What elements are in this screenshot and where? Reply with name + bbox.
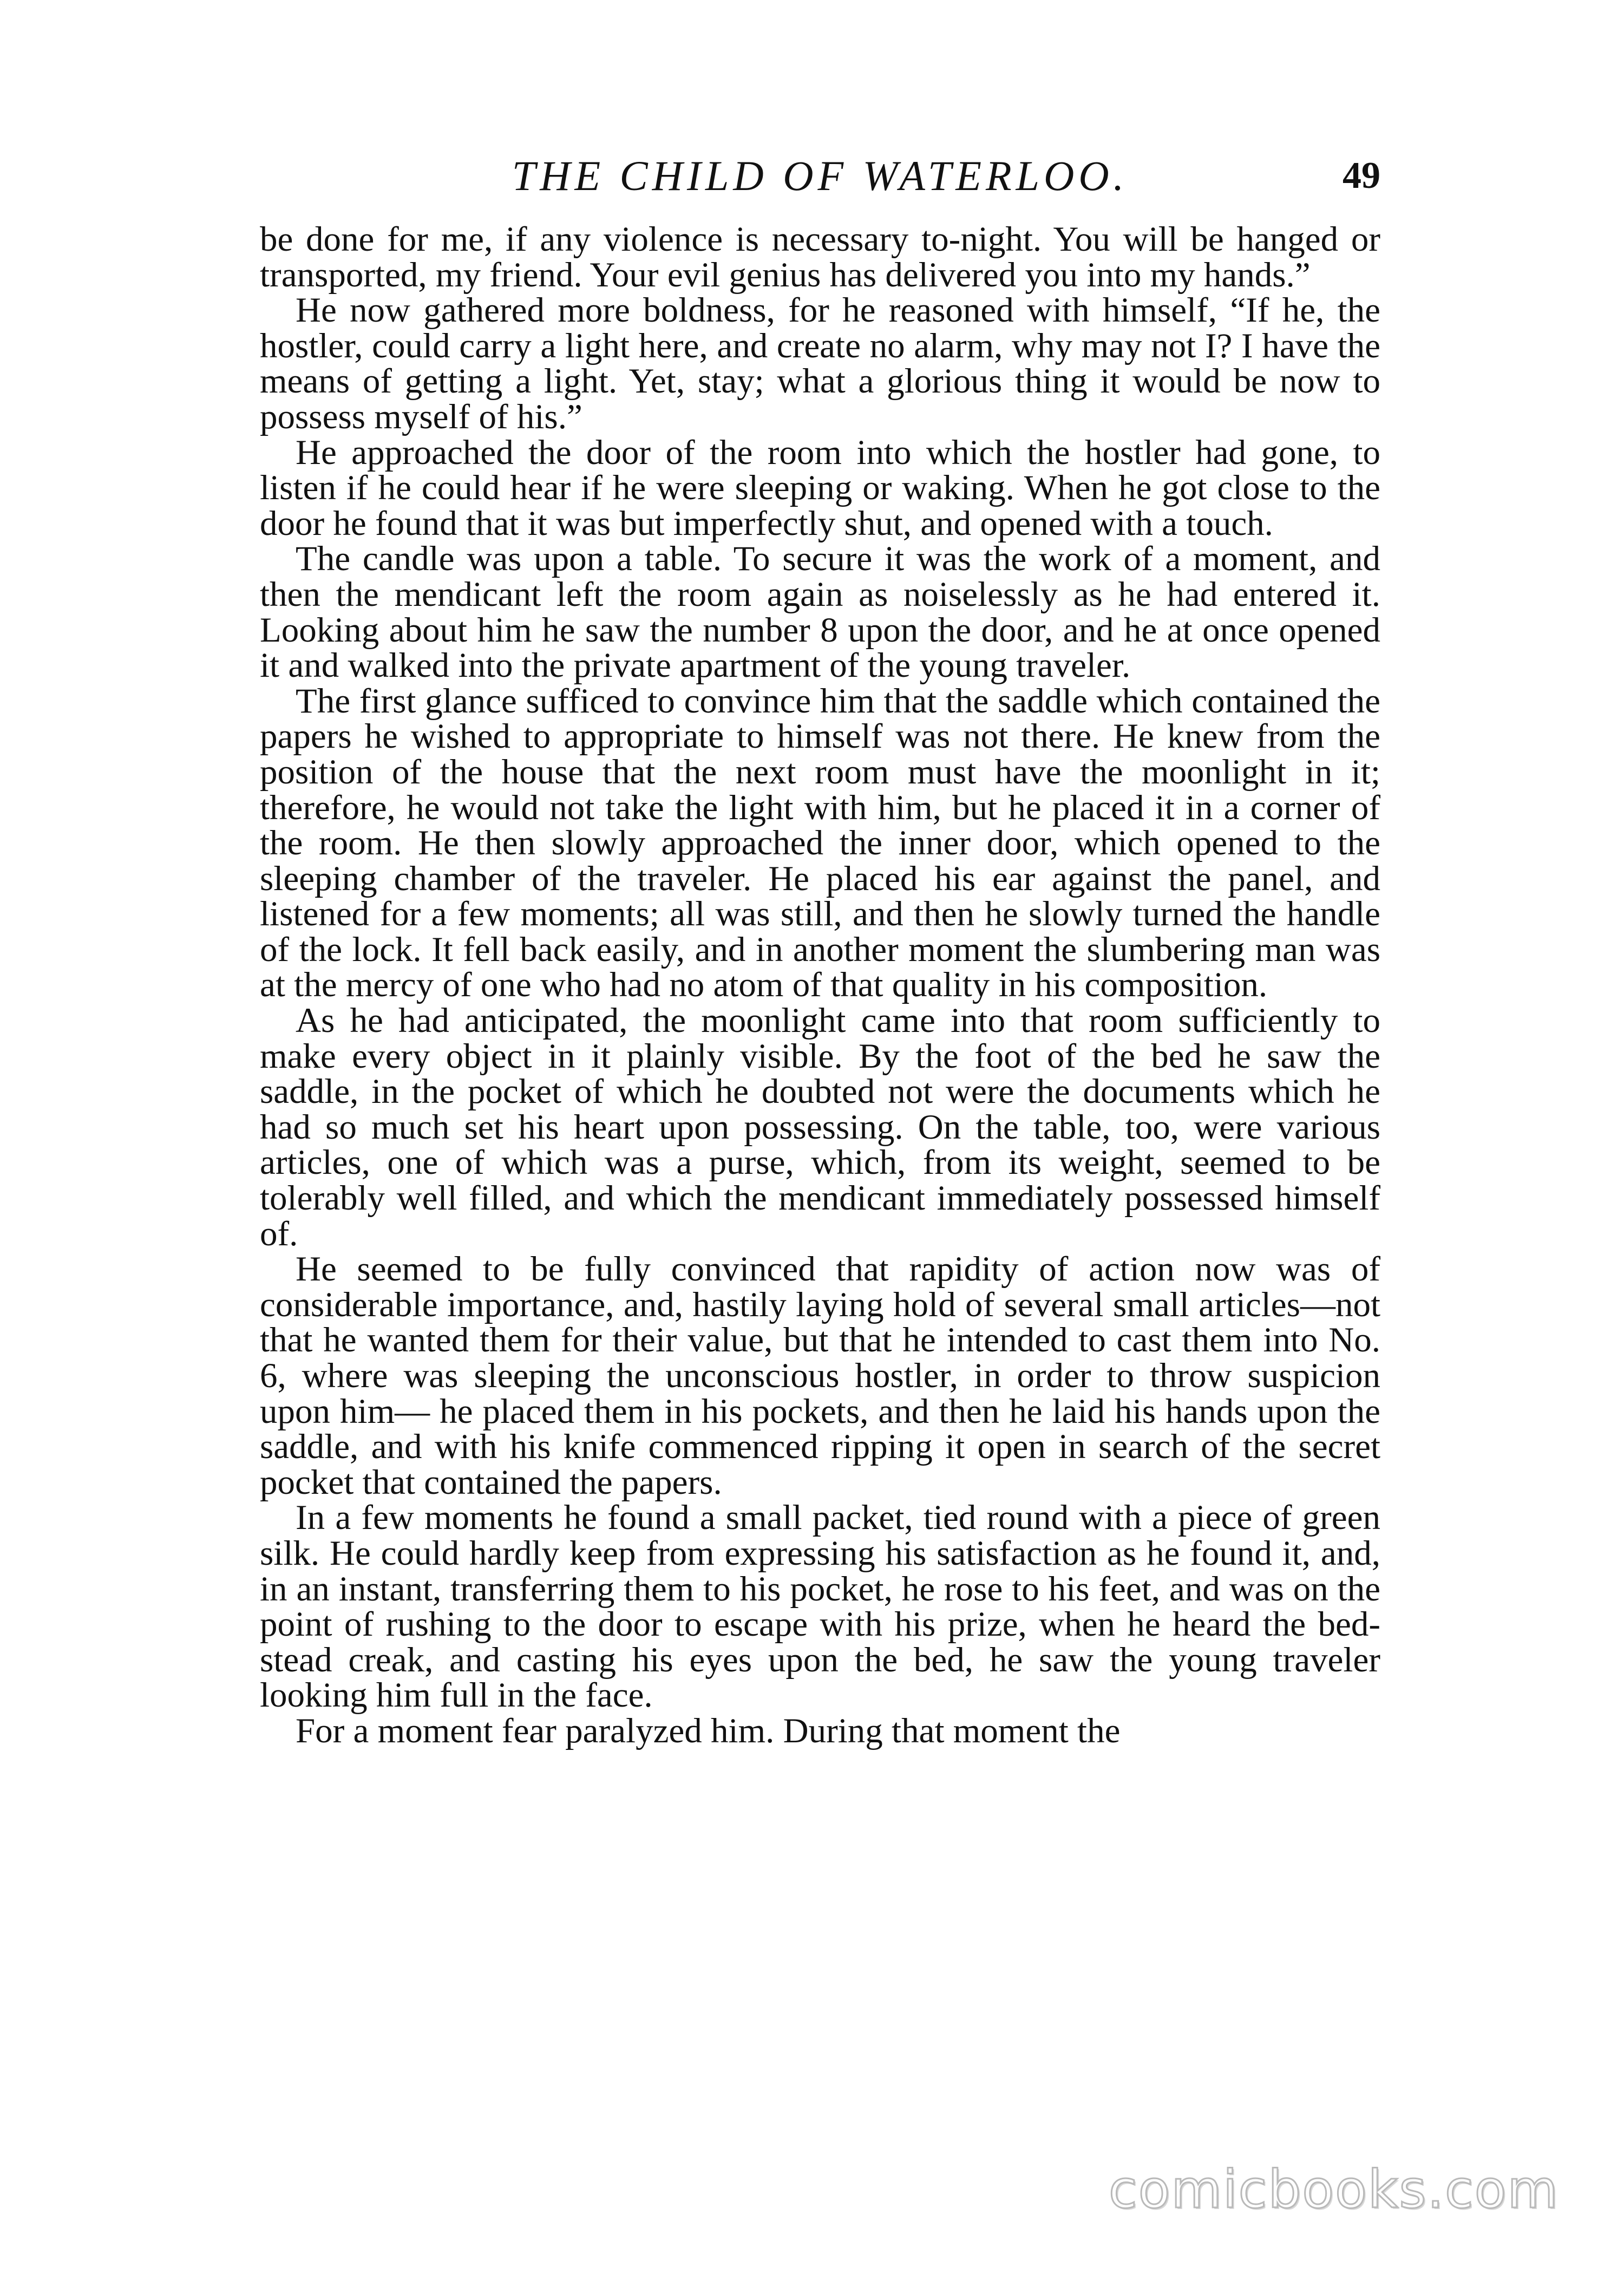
paragraph: He seemed to be fully convinced that rapidity of action now was of considerable importance, and, hastily laying hold of several small articles—not that he wanted them for their value, but that he intended to cast them into No. 6, where was sleeping the unconscious hostler, in order to throw suspicion upon him— he placed them in his pockets, and then he laid his hands upon the saddle, and with his knife commenced ripping it open in search of the secret pocket that contained the papers. xyxy=(260,1250,1380,1502)
running-title: THE CHILD OF WATERLOO. xyxy=(512,152,1129,199)
paragraph: The first glance sufficed to convince him that the saddle which contained the papers he wished to appropriate to himself was not there. He knew from the position of the house that the next room must have the moonlight in it; therefore, he would not take the light with him, but he placed it in a corner of the room. He then slowly approached the inner door, which opened to the sleeping chamber of the traveler. He placed his ear against the panel, and listened for a few moments; all was still, and then he slowly turned the handle of the lock. It fell back easily, and in another moment the slumbering man was at the mercy of one who had no atom of that quality in his composition. xyxy=(260,681,1380,1005)
body-text xyxy=(260,222,1380,1749)
paragraph: For a moment fear paralyzed him. During that moment the xyxy=(296,1711,1121,1750)
paragraph: He now gathered more boldness, for he reasoned with himself, “If he, the hostler, could carry a light here, and create no alarm, why may not I? I have the means of getting a light. Yet, stay; what a glorious thing it would be now to possess myself of his.” xyxy=(260,291,1380,436)
running-head xyxy=(260,146,1380,206)
paragraph: In a few moments he found a small packet, tied round with a piece of green silk. He could hardly keep from expressing his satisfaction as he found it, and, in an instant, transferring them to his pocket, he rose to his feet, and was on the point of rushing to the door to escape with his prize, when he heard the bedstead creak, and casting his eyes upon the bed, he saw the young traveler looking him full in the face. xyxy=(260,1498,1380,1715)
watermark: comicbooks.com xyxy=(1108,2159,1559,2220)
page-number: 49 xyxy=(1343,155,1380,197)
paragraph: The candle was upon a table. To secure it was the work of a moment, and then the mendicant left the room again as noiselessly as he had entered it. Looking about him he saw the number 8 upon the door, and he at once opened it and walked into the private apartment of the young traveler. xyxy=(260,539,1380,685)
paragraph: be done for me, if any violence is necessary to-night. You will be hanged or transported, my friend. Your evil genius has delivered you into my hands.” xyxy=(260,220,1380,295)
paragraph: He approached the door of the room into which the hostler had gone, to listen if he could hear if he were sleeping or waking. When he got close to the door he found that it was but imperfectly shut, and opened with a touch. xyxy=(260,433,1380,543)
paragraph: As he had anticipated, the moonlight came into that room sufficiently to make every object in it plainly visible. By the foot of the bed he saw the saddle, in the pocket of which he doubted not were the documents which he had so much set his heart upon possessing. On the table, too, were various articles, one of which was a purse, which, from its weight, seemed to be tolerably well filled, and which the mendicant immediately possessed himself of. xyxy=(260,1001,1380,1253)
